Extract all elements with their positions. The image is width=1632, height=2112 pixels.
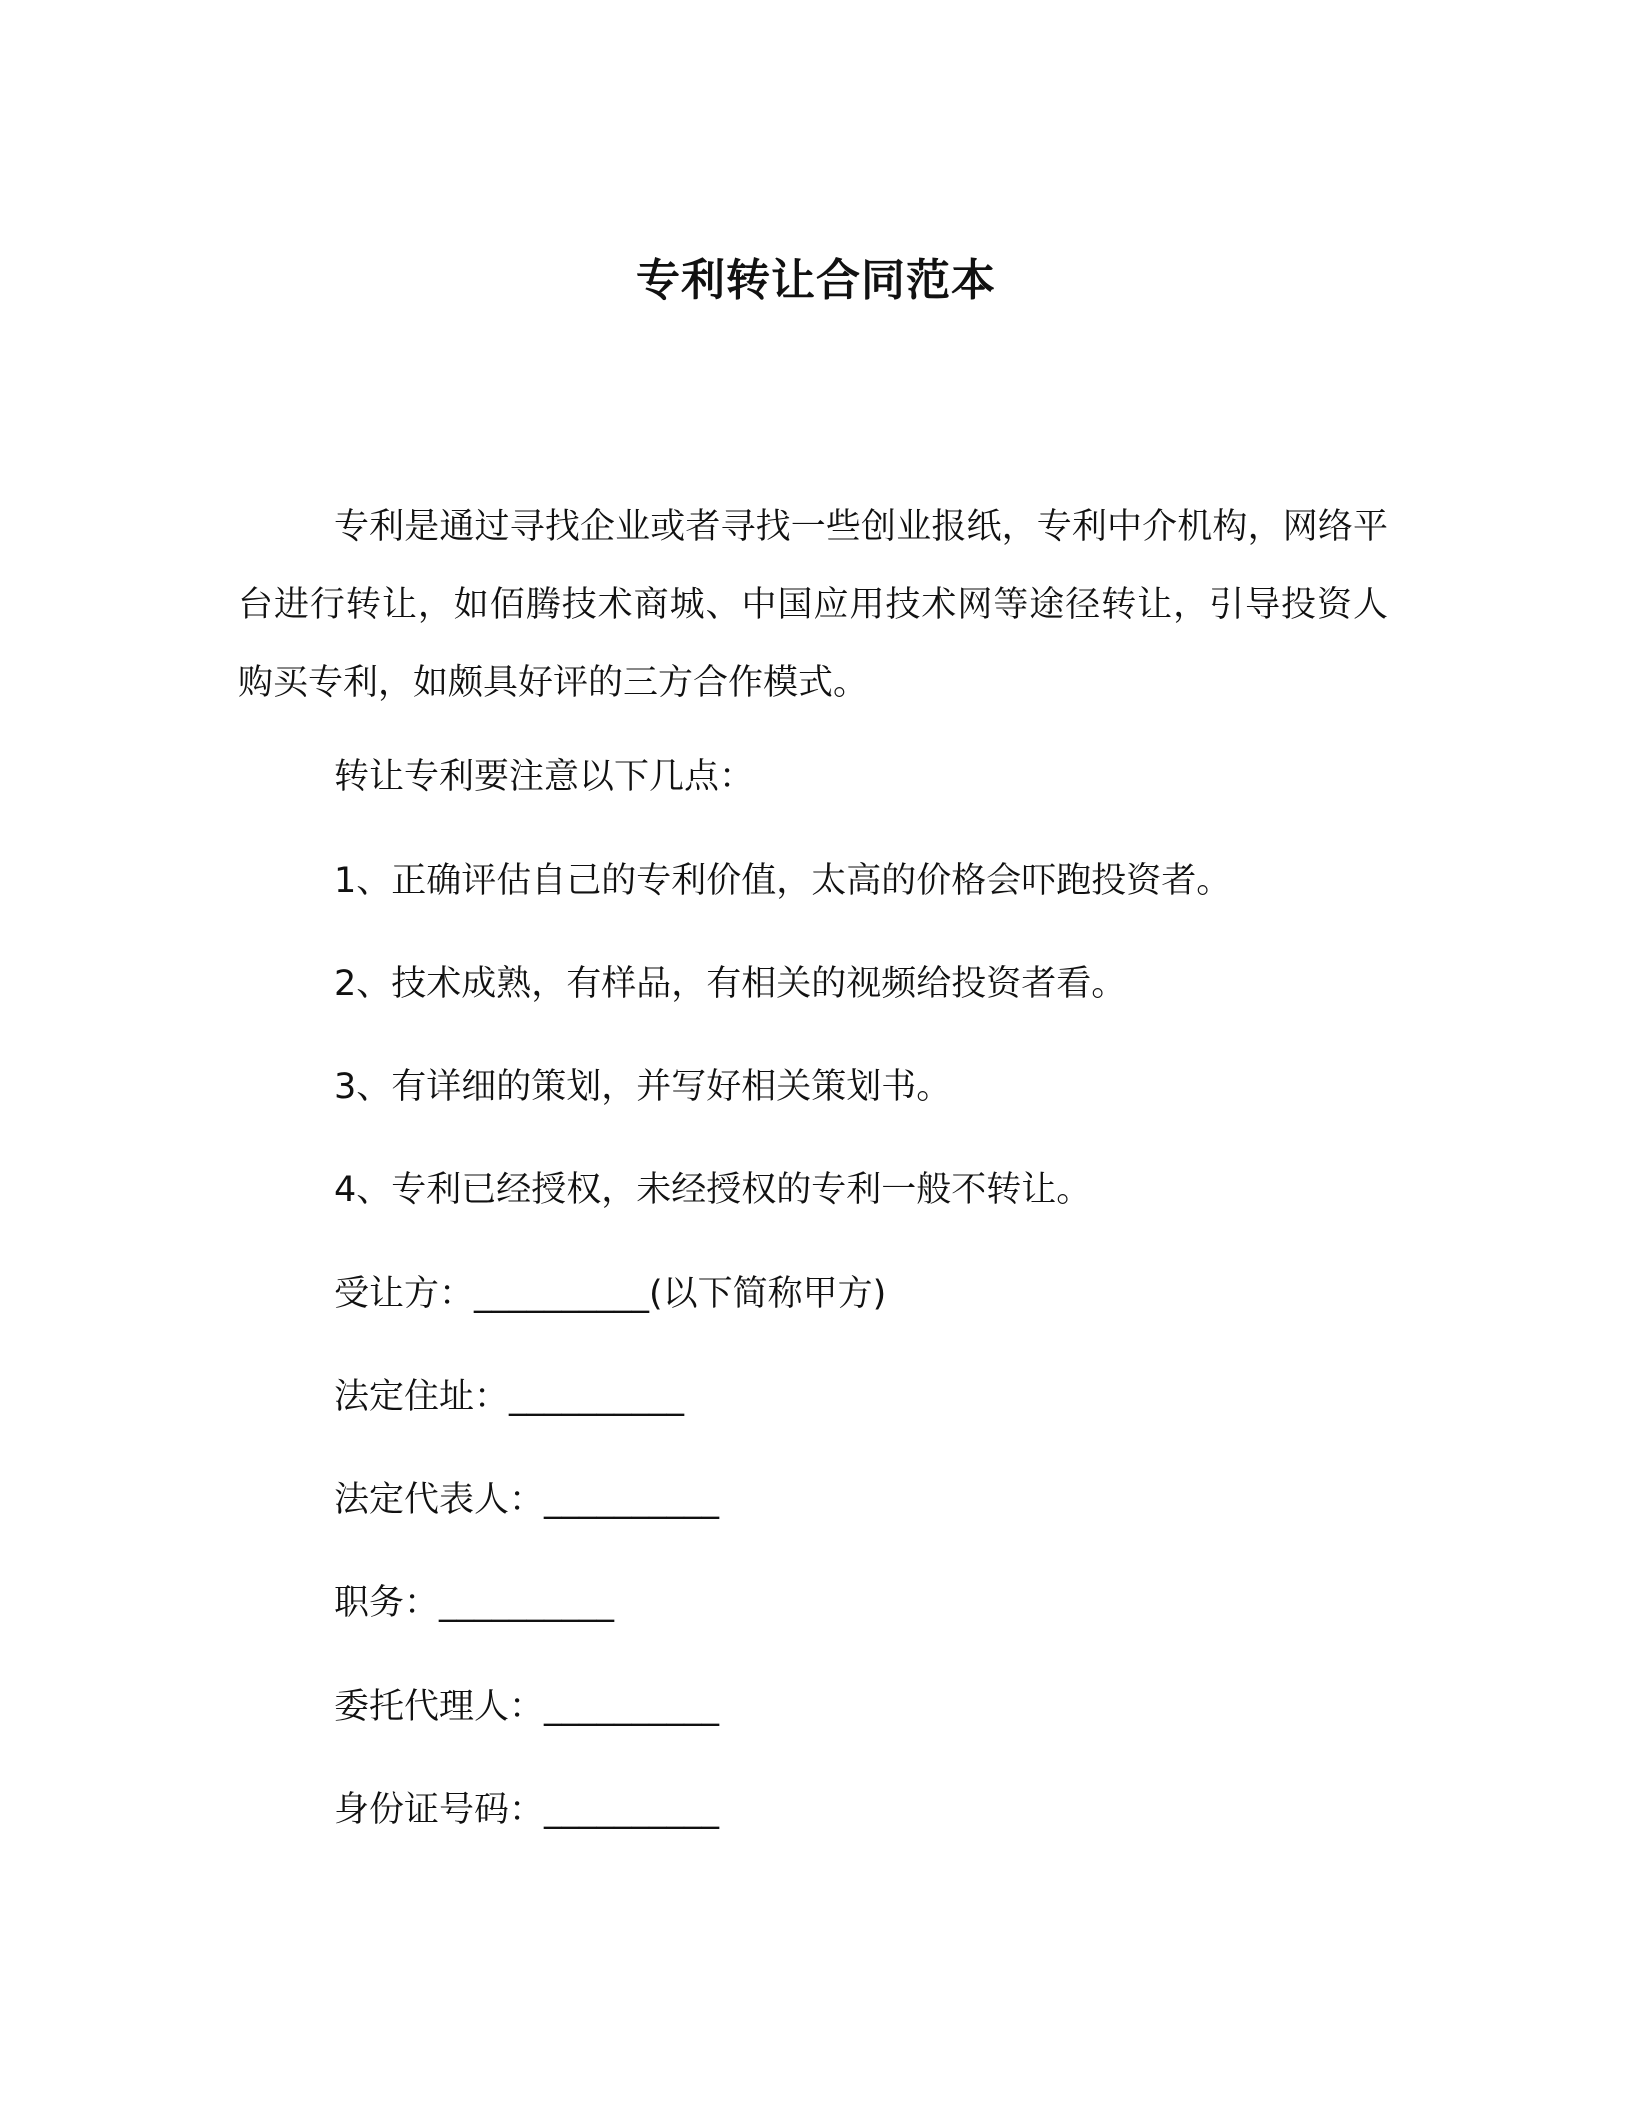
field-legal-address: 法定住址：__________ — [334, 1377, 685, 1417]
notes-heading: 转让专利要注意以下几点： — [334, 757, 755, 797]
field-position: 职务：__________ — [334, 1583, 615, 1623]
note-item-2: 2、技术成熟，有样品，有相关的视频给投资者看。 — [334, 964, 1127, 1004]
intro-paragraph: 专利是通过寻找企业或者寻找一些创业报纸，专利中介机构，网络平台进行转让，如佰腾技术商城、中国应用技术网等途径转让，引导投资人购买专利，如颇具好评的三方合作模式。 — [238, 507, 1388, 703]
field-legal-representative: 法定代表人：__________ — [334, 1480, 720, 1520]
note-item-4: 4、专利已经授权，未经授权的专利一般不转让。 — [334, 1170, 1092, 1210]
field-authorized-agent: 委托代理人：__________ — [334, 1687, 720, 1727]
field-id-number: 身份证号码：__________ — [334, 1790, 720, 1830]
note-item-1: 1、正确评估自己的专利价值，太高的价格会吓跑投资者。 — [334, 861, 1232, 901]
field-assignee: 受让方：__________(以下简称甲方) — [334, 1274, 887, 1314]
document-title: 专利转让合同范本 — [636, 255, 996, 307]
note-item-3: 3、有详细的策划，并写好相关策划书。 — [334, 1067, 952, 1107]
